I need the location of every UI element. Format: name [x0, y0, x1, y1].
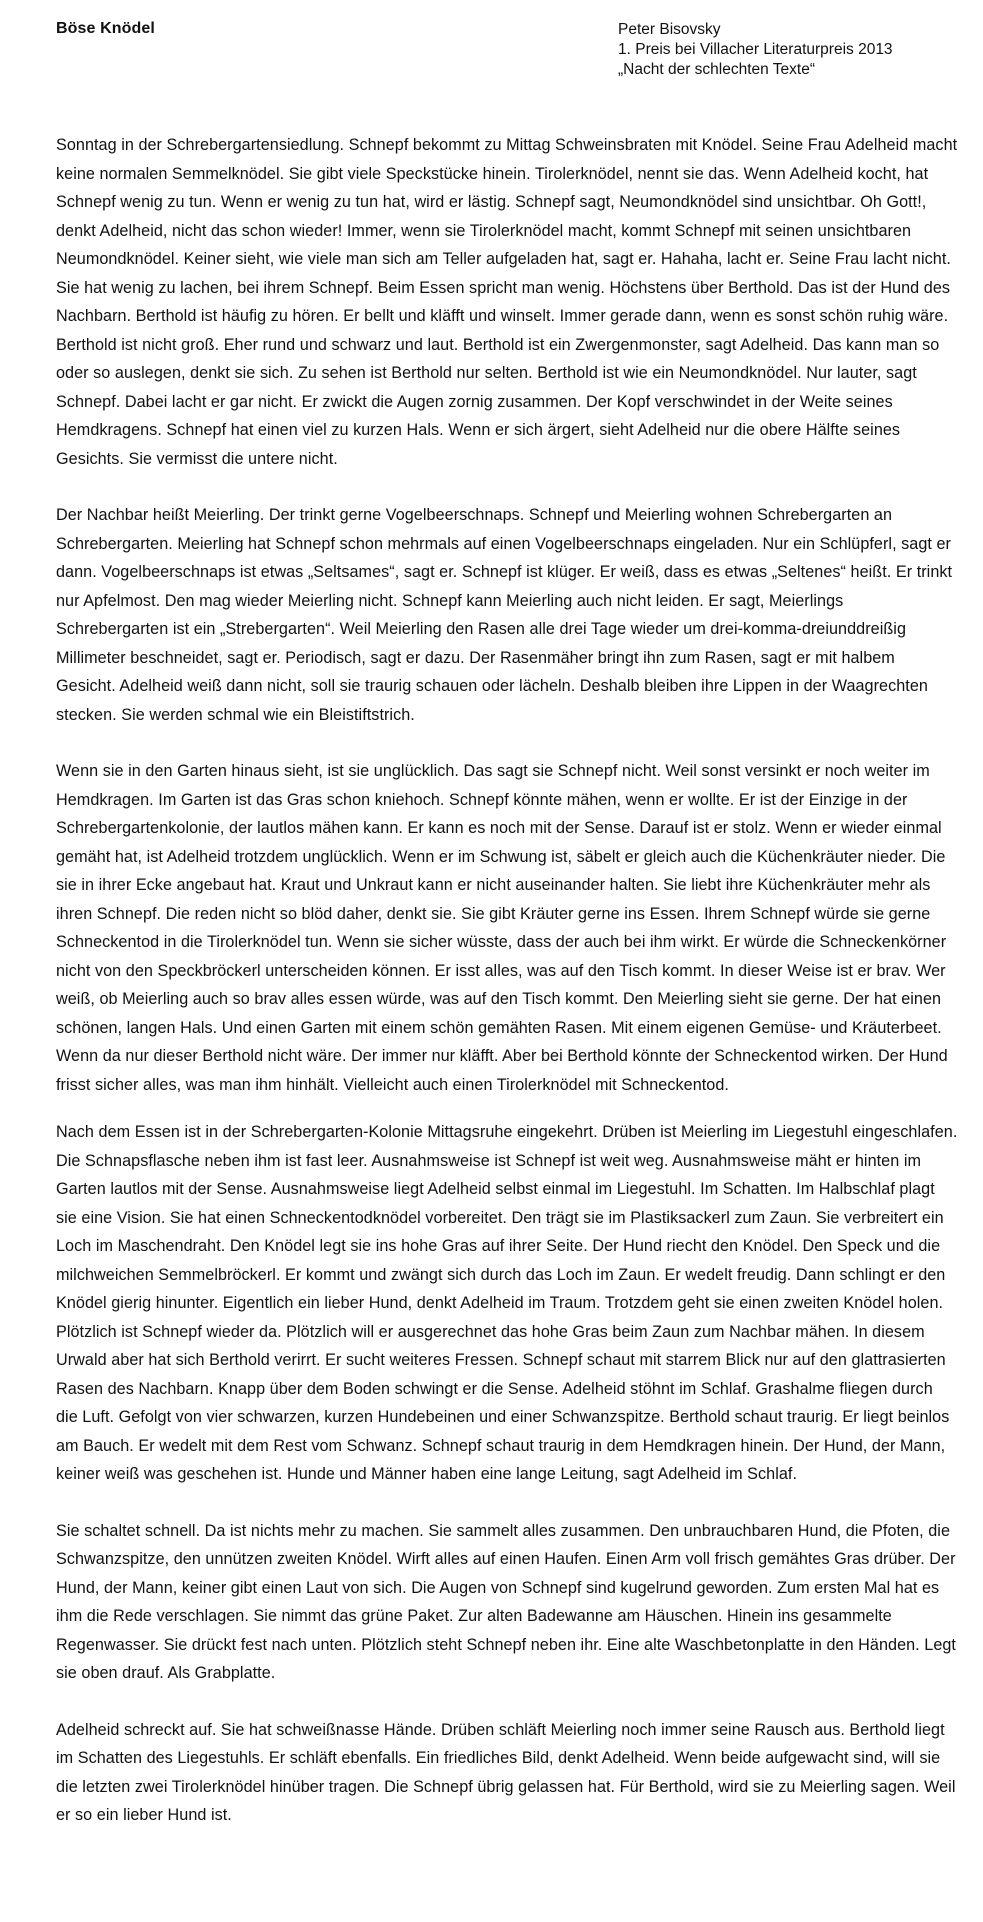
paragraph: Sie schaltet schnell. Da ist nichts mehr zu machen. Sie sammelt alles zusammen. Den unbrauchbaren Hund, die Pfoten, die Schwanzspitze, den unnützen zweiten Knödel. Wirft alles auf einen Haufen. Einen Arm voll frisch gemähtes Gras drüber. Der Hund, der Mann, keiner gibt einen Laut von sich. Die Augen von Schnepf sind kugelrund geworden. Zum ersten Mal hat es ihm die Rede verschlagen. Sie nimmt das grüne Paket. Zur alten Badewanne am Häuschen. Hinein ins gesammelte Regenwasser. Sie drückt fest nach unten. Plötzlich steht Schnepf neben ihr. Eine alte Waschbetonplatte in den Händen. Legt sie oben drauf. Als Grabplatte. [56, 1521, 956, 1682]
paragraph: Nach dem Essen ist in der Schrebergarten-Kolonie Mittagsruhe eingekehrt. Drüben ist Meierling im Liegestuhl eingeschlafen. Die Schnapsflasche neben ihm ist fast leer. Ausnahmsweise ist Schnepf ist weit weg. Ausnahmsweise mäht er hinten im Garten lautlos mit der Sense. Ausnahmsweise liegt Adelheid selbst einmal im Liegestuhl. Im Schatten. Im Halbschlaf plagt sie eine Vision. Sie hat einen Schneckentodknödel vorbereitet. Den trägt sie im Plastiksackerl zum Zaun. Sie verbreitert ein Loch im Maschendraht. Den Knödel legt sie ins hohe Gras auf ihrer Seite. Der Hund riecht den Knödel. Den Speck und die milchweichen Semmelbröckerl. Er kommt und zwängt sich durch das Loch im Zaun. Er wedelt freudig. Dann schlingt er den Knödel gierig hinunter. Eigentlich ein lieber Hund, denkt Adelheid im Traum. Trotzdem geht sie einen zweiten Knödel holen. Plötzlich ist Schnepf wieder da. Plötzlich will er ausgerechnet das hohe Gras beim Zaun zum Nachbar mähen. In diesem Urwald aber hat sich Berthold verirrt. Er sucht weiteres Fressen. Schnepf schaut mit starrem Blick nur auf den glattrasierten Rasen des Nachbarn. Knapp über dem Boden schwingt er die Sense. Adelheid stöhnt im Schlaf. Grashalme fliegen durch die Luft. Gefolgt von vier schwarzen, kurzen Hundebeinen und einer Schwanzspitze. Berthold schaut traurig. Er liegt beinlos am Bauch. Er wedelt mit dem Rest vom Schwanz. Schnepf schaut traurig in dem Hemdkragen hinein. Der Hund, der Mann, keiner weiß was geschehen ist. Hunde und Männer haben eine lange Leitung, sagt Adelheid im Schlaf. [56, 1123, 958, 1483]
document-title: Böse Knödel [56, 20, 155, 37]
event-line: „Nacht der schlechten Texte“ [618, 61, 816, 78]
paragraph: Der Nachbar heißt Meierling. Der trinkt gerne Vogelbeerschnaps. Schnepf und Meierling wohnen Schrebergarten an Schrebergarten. Meierling hat Schnepf schon mehrmals auf einen Vogelbeerschnaps eingeladen. Nur ein Schlüpferl, sagt er dann. Vogelbeerschnaps ist etwas „Seltsames“, sagt er. Schnepf ist klüger. Er weiß, dass es etwas „Seltenes“ heißt. Er trinkt nur Apfelmost. Den mag wieder Meierling nicht. Schnepf kann Meierling auch nicht leiden. Er sagt, Meierlings Schrebergarten ist ein „Strebergarten“. Weil Meierling den Rasen alle drei Tage wieder um drei-komma-dreiunddreißig Millimeter beschneidet, sagt er. Periodisch, sagt er dazu. Der Rasenmäher bringt ihn zum Rasen, sagt er mit halbem Gesicht. Adelheid weiß dann nicht, soll sie traurig schauen oder lächeln. Deshalb bleiben ihre Lippen in der Waagrechten stecken. Sie werden schmal wie ein Bleistiftstrich. [56, 506, 953, 724]
author-name: Peter Bisovsky [618, 21, 721, 38]
paragraph: Wenn sie in den Garten hinaus sieht, ist sie unglücklich. Das sagt sie Schnepf nicht. Weil sonst versinkt er noch weiter im Hemdkragen. Im Garten ist das Gras schon kniehoch. Schnepf könnte mähen, wenn er wollte. Er ist der Einzige in der Schrebergartenkolonie, der lautlos mähen kann. Er kann es noch mit der Sense. Darauf ist er stolz. Wenn er wieder einmal gemäht hat, ist Adelheid trotzdem unglücklich. Wenn er im Schwung ist, säbelt er gleich auch die Küchenkräuter nieder. Die sie in ihrer Ecke angebaut hat. Kraut und Unkraut kann er nicht auseinander halten. Sie liebt ihre Küchenkräuter mehr als ihren Schnepf. Die reden nicht so blöd daher, denkt sie. Sie gibt Kräuter gerne ins Essen. Ihrem Schnepf würde sie gerne Schneckentod in die Tirolerknödel tun. Wenn sie sicher wüsste, dass der auch bei ihm wirkt. Er würde die Schneckenkörner nicht von den Speckbröckerl unterscheiden können. Er isst alles, was auf den Tisch kommt. In dieser Weise ist er brav. Wer weiß, ob Meierling auch so brav alles essen würde, was auf den Tisch kommt. Den Meierling sieht sie gerne. Der hat einen schönen, langen Hals. Und einen Garten mit einem schön gemähten Rasen. Mit einem eigenen Gemüse- und Kräuterbeet. Wenn da nur dieser Berthold nicht wäre. Der immer nur kläfft. Aber bei Berthold könnte der Schneckentod wirken. Der Hund frisst sicher alles, was man ihm hinhält. Vielleicht auch einen Tirolerknödel mit Schneckentod. [56, 762, 948, 1094]
paragraph: Adelheid schreckt auf. Sie hat schweißnasse Hände. Drüben schläft Meierling noch immer seine Rausch aus. Berthold liegt im Schatten des Liegestuhls. Er schläft ebenfalls. Ein friedliches Bild, denkt Adelheid. Wenn beide aufgewacht sind, will sie die letzten zwei Tirolerknödel hinüber tragen. Die Schnepf übrig gelassen hat. Für Berthold, wird sie zu Meierling sagen. Weil er so ein lieber Hund ist. [56, 1720, 956, 1824]
story-body [56, 131, 958, 1858]
author-block [618, 20, 893, 80]
award-line: 1. Preis bei Villacher Literaturpreis 2013 [618, 41, 893, 58]
paragraph: Sonntag in der Schrebergartensiedlung. Schnepf bekommt zu Mittag Schweinsbraten mit Knödel. Seine Frau Adelheid macht keine normalen Semmelknödel. Sie gibt viele Speckstücke hinein. Tirolerknödel, nennt sie das. Wenn Adelheid kocht, hat Schnepf wenig zu tun. Wenn er wenig zu tun hat, wird er lästig. Schnepf sagt, Neumondknödel sind unsichtbar. Oh Gott!, denkt Adelheid, nicht das schon wieder! Immer, wenn sie Tirolerknödel macht, kommt Schnepf mit seinen unsichtbaren Neumondknödel. Keiner sieht, wie viele man sich am Teller aufgeladen hat, sagt er. Hahaha, lacht er. Seine Frau lacht nicht. Sie hat wenig zu lachen, bei ihrem Schnepf. Beim Essen spricht man wenig. Höchstens über Berthold. Das ist der Hund des Nachbarn. Berthold ist häufig zu hören. Er bellt und kläfft und winselt. Immer gerade dann, wenn es sonst schön ruhig wäre. Berthold ist nicht groß. Eher rund und schwarz und laut. Berthold ist ein Zwergenmonster, sagt Adelheid. Das kann man so oder so auslegen, denkt sie sich. Zu sehen ist Berthold nur selten. Berthold ist wie ein Neumondknödel. Nur lauter, sagt Schnepf. Dabei lacht er gar nicht. Er zwickt die Augen zornig zusammen. Der Kopf verschwindet in der Weite seines Hemdkragens. Schnepf hat einen viel zu kurzen Hals. Wenn er sich ärgert, sieht Adelheid nur die obere Hälfte seines Gesichts. Sie vermisst die untere nicht. [56, 136, 958, 468]
